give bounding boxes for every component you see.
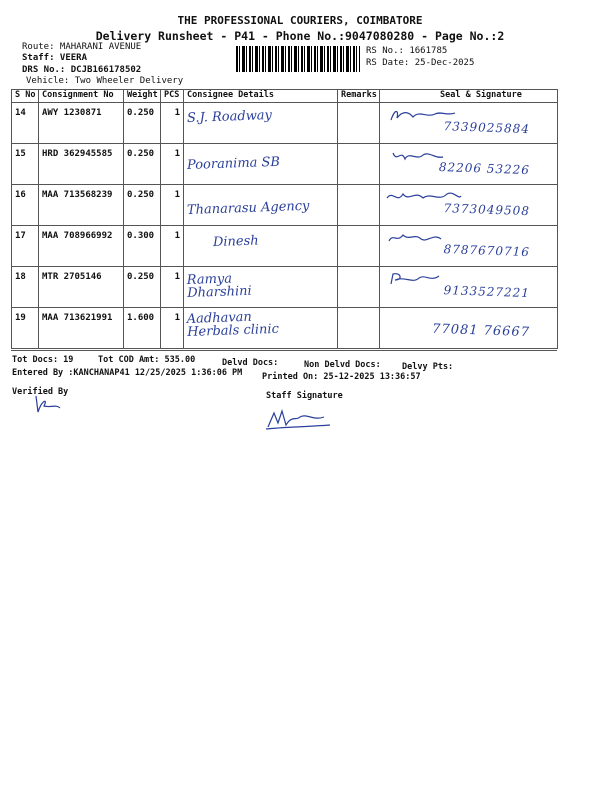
col-consignee: Consignee Details: [184, 90, 338, 103]
runsheet-subtitle: Delivery Runsheet - P41 - Phone No.:9047080280 - Page No.:2: [95, 29, 505, 43]
row-consignee: [184, 226, 338, 267]
row-signature: [380, 185, 558, 226]
row-pcs: 1: [161, 267, 184, 308]
rs-date: RS Date: 25-Dec-2025: [366, 58, 475, 68]
row-weight: 0.300: [124, 226, 161, 267]
rs-number: RS No.: 1661785: [366, 46, 448, 56]
row-weight: 0.250: [124, 103, 161, 144]
row-sno: 16: [12, 185, 39, 226]
row-remarks: [338, 226, 380, 267]
delivery-points: Delvy Pts:: [402, 362, 454, 372]
row-consignment: MTR 2705146: [39, 267, 124, 308]
row-pcs: 1: [161, 185, 184, 226]
row-consignee: [184, 308, 338, 349]
table-row: [12, 308, 558, 349]
table-row: [12, 267, 558, 308]
row-signature: [380, 226, 558, 267]
consignee-handwriting: S.J. Roadway: [186, 108, 273, 126]
footer-divider: [11, 350, 557, 351]
staff-signature-scribble: [264, 407, 334, 431]
col-remarks: Remarks: [338, 90, 380, 103]
row-weight: 0.250: [124, 144, 161, 185]
signature-phone: 82206 53226: [438, 159, 531, 178]
row-consignee: [184, 103, 338, 144]
row-signature: [380, 103, 558, 144]
signature-phone: 9133527221: [443, 283, 531, 301]
delivered-docs: Delvd Docs:: [222, 358, 279, 368]
barcode-image: [236, 46, 360, 72]
runsheet-table: [11, 89, 558, 349]
signature-phone: 77081 76667: [431, 321, 531, 341]
row-consignee: [184, 144, 338, 185]
row-consignee: [184, 185, 338, 226]
row-weight: 0.250: [124, 185, 161, 226]
vehicle-label: Vehicle: Two Wheeler Delivery: [26, 76, 184, 86]
verified-signature-scribble: [30, 394, 66, 414]
row-pcs: 1: [161, 226, 184, 267]
entered-by: Entered By :KANCHANAP41 12/25/2025 1:36:06 PM: [12, 368, 243, 378]
row-consignment: MAA 713568239: [39, 185, 124, 226]
row-pcs: 1: [161, 144, 184, 185]
row-remarks: [338, 144, 380, 185]
route-label: Route: MAHARANI AVENUE: [22, 42, 142, 52]
col-sno: S No: [12, 90, 39, 103]
company-title: THE PROFESSIONAL COURIERS, COIMBATORE: [177, 14, 423, 27]
row-remarks: [338, 103, 380, 144]
row-consignment: MAA 708966992: [39, 226, 124, 267]
row-pcs: 1: [161, 308, 184, 349]
table-header-row: [12, 90, 558, 103]
row-sno: 17: [12, 226, 39, 267]
row-sno: 18: [12, 267, 39, 308]
total-cod-amount: Tot COD Amt: 535.00: [98, 355, 196, 365]
staff-label: Staff: VEERA: [22, 53, 88, 63]
col-pcs: PCS: [161, 90, 184, 103]
total-docs: Tot Docs: 19: [12, 355, 74, 365]
row-remarks: [338, 267, 380, 308]
row-sno: 14: [12, 103, 39, 144]
verified-by-label: Verified By: [12, 387, 69, 397]
row-pcs: 1: [161, 103, 184, 144]
consignee-handwriting: Pooranima SB: [186, 154, 281, 173]
consignee-handwriting: Thanarasu Agency: [186, 198, 310, 218]
col-seal-signature: Seal & Signature: [380, 90, 558, 103]
row-sno: 15: [12, 144, 39, 185]
staff-signature-label: Staff Signature: [266, 391, 343, 401]
consignee-handwriting: Ramya Dharshini: [186, 271, 252, 301]
consignee-handwriting: Aadhavan Herbals clinic: [186, 309, 280, 340]
row-signature: [380, 267, 558, 308]
row-signature: [380, 144, 558, 185]
row-remarks: [338, 308, 380, 349]
row-consignment: AWY 1230871: [39, 103, 124, 144]
table-row: [12, 103, 558, 144]
table-row: [12, 226, 558, 267]
row-weight: 1.600: [124, 308, 161, 349]
signature-phone: 7373049508: [443, 201, 531, 219]
row-signature: [380, 308, 558, 349]
row-consignment: MAA 713621991: [39, 308, 124, 349]
table-row: [12, 144, 558, 185]
row-weight: 0.250: [124, 267, 161, 308]
row-consignee: [184, 267, 338, 308]
col-consignment: Consignment No: [39, 90, 124, 103]
consignee-handwriting: Dinesh: [212, 233, 259, 251]
col-weight: Weight: [124, 90, 161, 103]
row-consignment: HRD 362945585: [39, 144, 124, 185]
table-row: [12, 185, 558, 226]
signature-phone: 8787670716: [443, 242, 531, 260]
drs-number: DRS No.: DCJB166178502: [22, 65, 142, 75]
printed-on: Printed On: 25-12-2025 13:36:57: [262, 372, 421, 382]
signature-phone: 7339025884: [443, 119, 531, 137]
row-remarks: [338, 185, 380, 226]
non-delivered-docs: Non Delvd Docs:: [304, 360, 381, 370]
row-sno: 19: [12, 308, 39, 349]
